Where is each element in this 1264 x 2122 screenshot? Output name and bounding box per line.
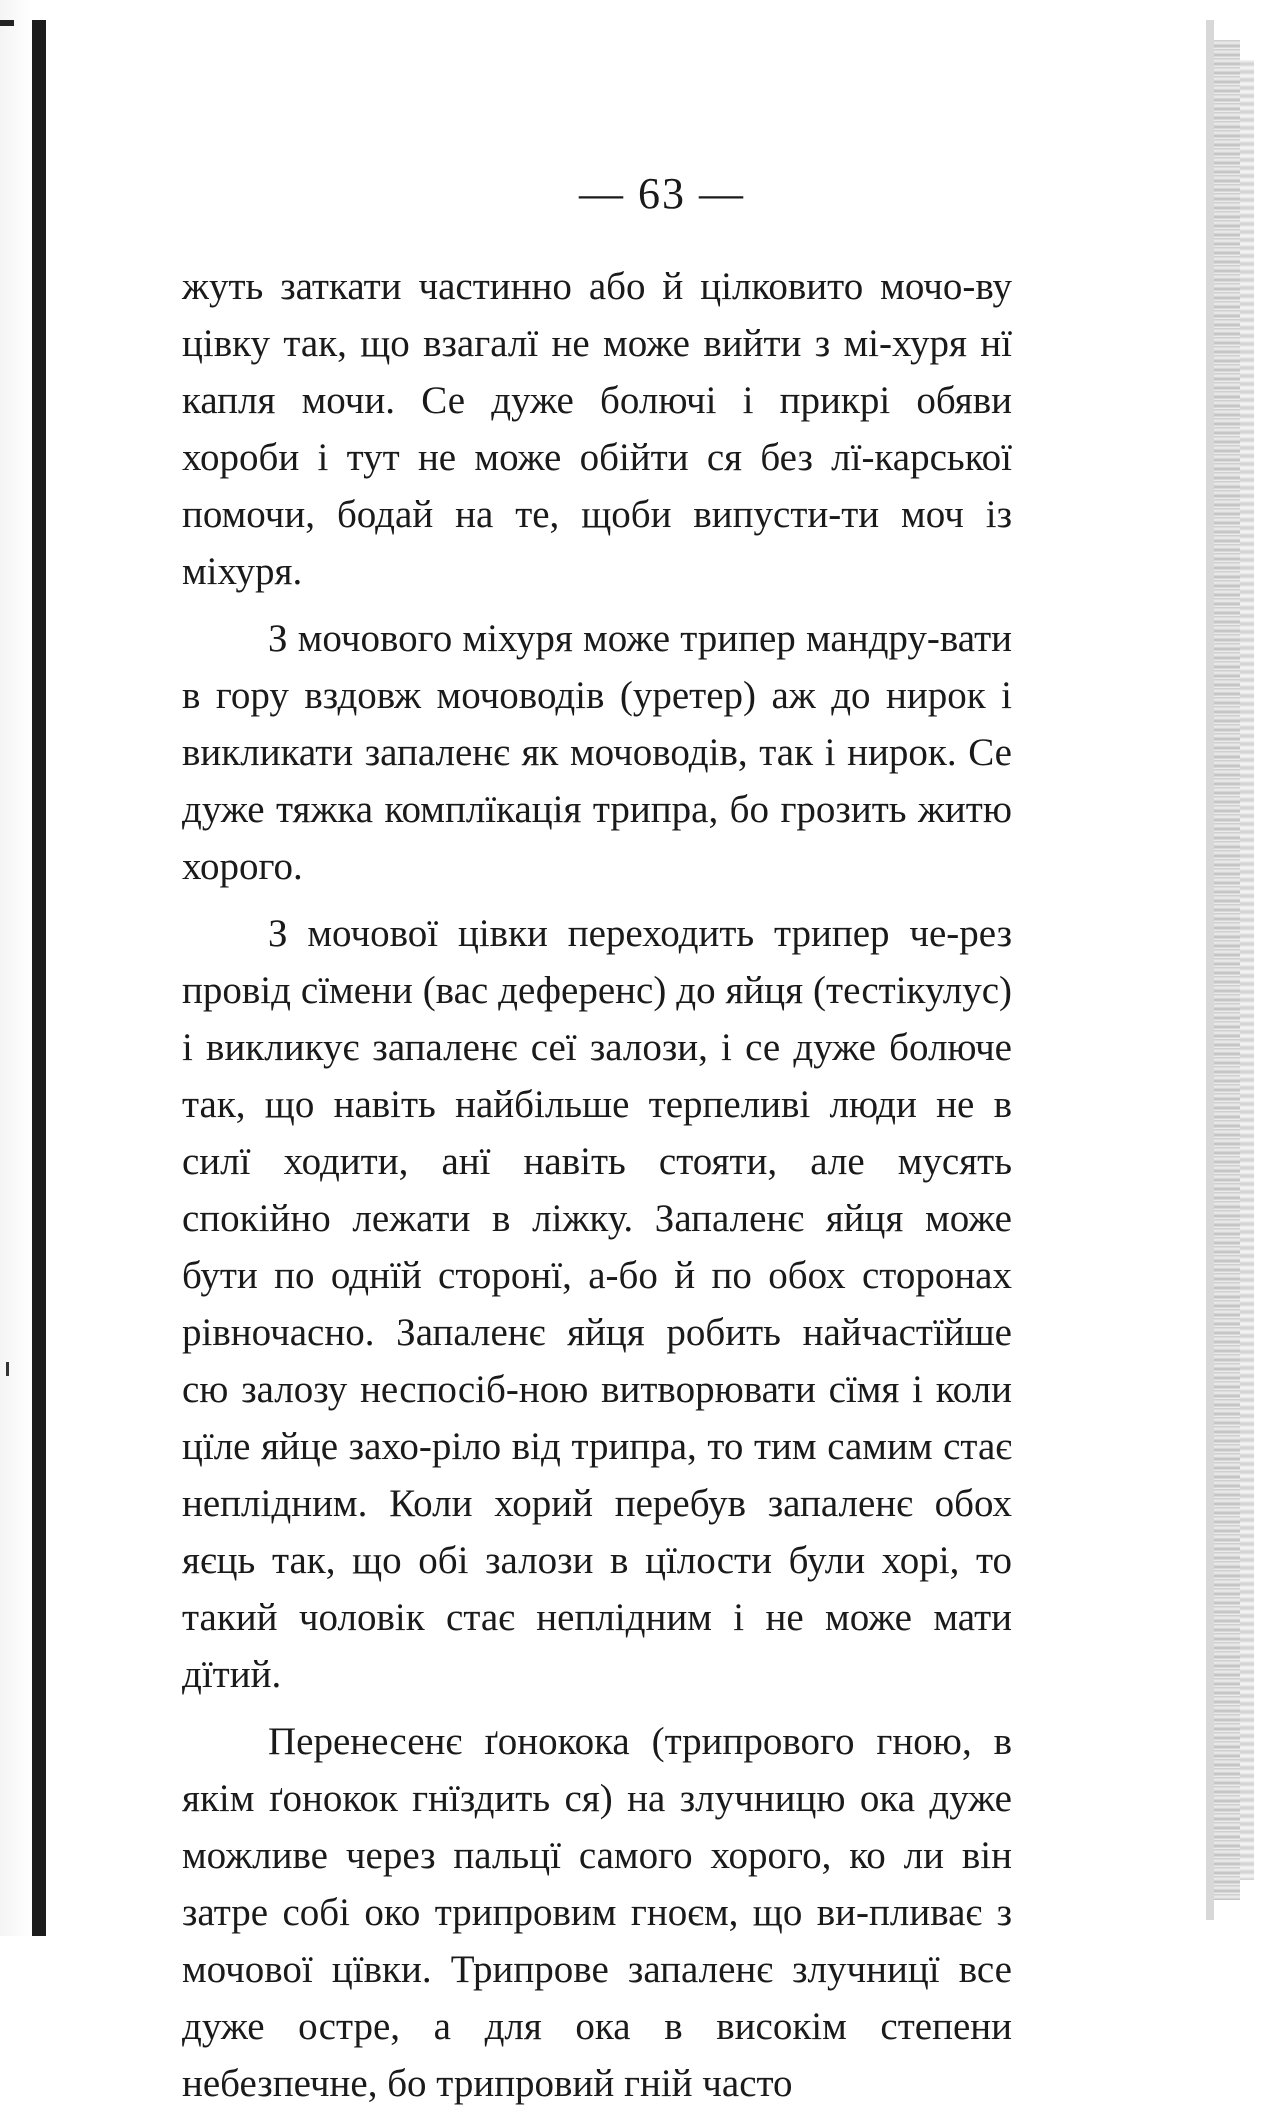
paragraph-2: З мочового міхуря може трипер мандру-вати в гору вздовж мочоводів (уретер) аж до нирок і викликати запаленє як мочоводів, так і нирок. Се дуже тяжка комплїкація трипра, бо грозить житю хорого. (182, 617, 1012, 888)
margin-mark (6, 1362, 9, 1376)
paragraph-3: З мочової цівки переходить трипер че-рез провід сїмени (вас деференс) до яйця (тестікулус) і викликує запаленє сеї залози, і се дуже болюче так, що навіть найбільше терпеливі люди не в силї ходити, анї навіть стояти, але мусять спокійно лежати в ліжку. Запаленє яйця може бути по однїй сторонї, а-бо й по обох сторонах рівночасно. Запаленє яйця робить найчастїйше сю залозу неспосіб-ною витворювати сїмя і коли цїле яйце захо-ріло від трипра, то тим самим стає неплідним. Коли хорий перебув запаленє обох яєць так, що обі залози в цїлости були хорі, то такий чоловік стає неплідним і не може мати дїтий. (182, 912, 1012, 1696)
body-text (182, 258, 1012, 2122)
book-spine (32, 20, 46, 1936)
scan-artifact (0, 20, 14, 26)
page-stack-edge-outer (1240, 60, 1254, 1880)
paragraph-1: жуть заткати частинно або й цілковито мочо-ву цівку так, що взагалї не може вийти з мі-хуря нї капля мочи. Се дуже болючі і прикрі обяви хороби і тут не може обійти ся без лї-карської помочи, бодай на те, щоби випусти-ти моч із міхуря. (182, 265, 1012, 593)
page-number: — 63 — (579, 169, 745, 218)
left-page-edge (0, 0, 32, 1936)
page-stack-edge (1214, 40, 1240, 1900)
paragraph-4: Перенесенє ґонокока (трипрового гною, в якім ґонокок гнїздить ся) на злучницю ока дуже можливе через пальцї самого хорого, ко ли він затре собі око трипровим гноєм, що ви-пливає з мочової цївки. Трипрове запаленє злучницї все дуже остре, а для ока в високім степени небезпечне, бо трипровий гній часто (182, 1720, 1012, 2105)
page-right-edge (1206, 20, 1214, 1920)
